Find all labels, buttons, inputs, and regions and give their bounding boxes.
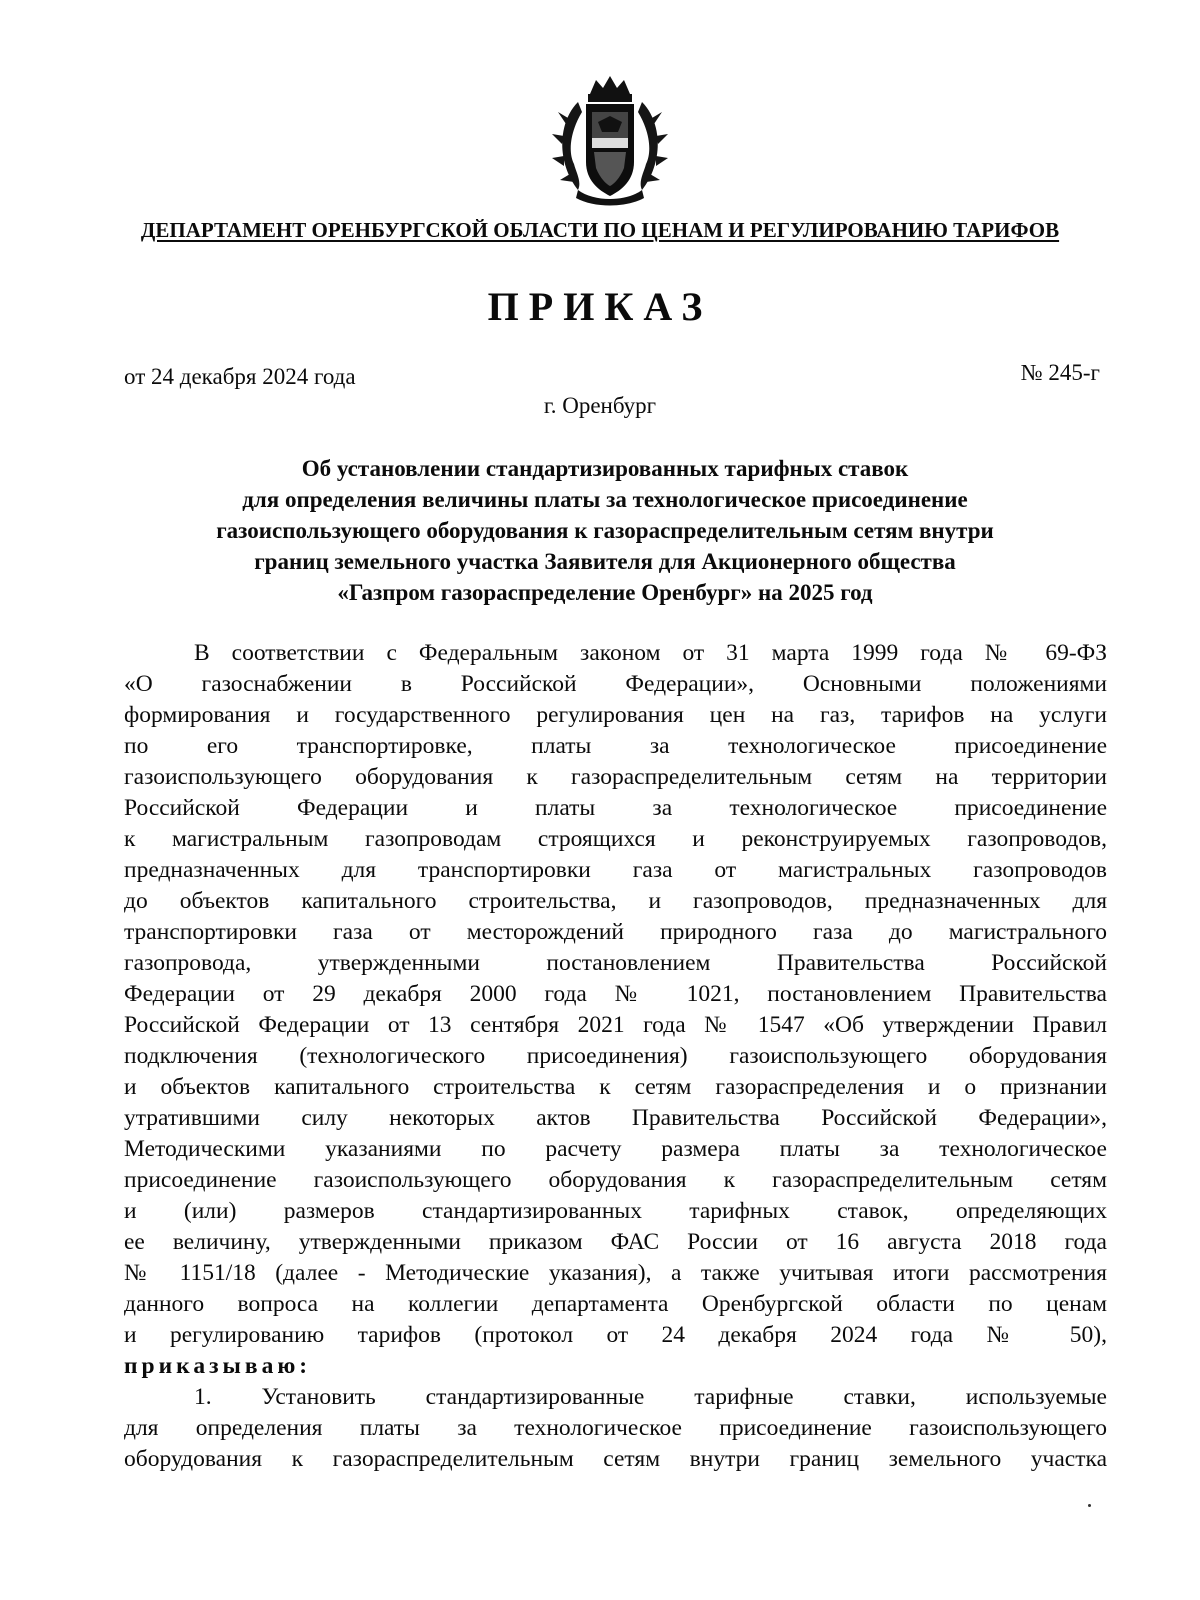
subject-line: «Газпром газораспределение Оренбург» на 2025 год bbox=[337, 580, 873, 605]
order-number: № 245-г bbox=[1020, 360, 1100, 385]
body-line: по его транспортировке, платы за технологическое присоединение bbox=[124, 733, 1107, 759]
body-line: к магистральным газопроводам строящихся и реконструируемых газопроводов, bbox=[124, 826, 1107, 852]
item1-line: 1. Установить стандартизированные тарифные ставки, используемые bbox=[194, 1384, 1107, 1410]
item1-line: для определения платы за технологическое присоединение газоиспользующего bbox=[124, 1415, 1107, 1441]
body-line: транспортировки газа от месторождений природного газа до магистрального bbox=[124, 919, 1107, 945]
department-name: ДЕПАРТАМЕНТ ОРЕНБУРГСКОЙ ОБЛАСТИ ПО ЦЕНАМ И РЕГУЛИРОВАНИЮ ТАРИФОВ bbox=[140, 218, 1060, 242]
order-date: от 24 декабря 2024 года bbox=[124, 364, 356, 389]
body-line: «О газоснабжении в Российской Федерации», Основными положениями bbox=[124, 671, 1107, 697]
body-line: и объектов капитального строительства к сетям газораспределения и о признании bbox=[124, 1074, 1107, 1100]
body-line: Российской Федерации от 13 сентября 2021 года № 1547 «Об утверждении Правил bbox=[124, 1012, 1107, 1038]
oblast-coat-of-arms-icon bbox=[548, 72, 672, 208]
body-line: Федерации от 29 декабря 2000 года № 1021, постановлением Правительства bbox=[124, 981, 1107, 1007]
scan-speck bbox=[1088, 1504, 1091, 1507]
body-line: подключения (технологического присоединения) газоиспользующего оборудования bbox=[124, 1043, 1107, 1069]
body-line: № 1151/18 (далее - Методические указания), а также учитывая итоги рассмотрения bbox=[124, 1260, 1107, 1286]
body-line: данного вопроса на коллегии департамента Оренбургской области по ценам bbox=[124, 1291, 1107, 1317]
body-line: формирования и государственного регулирования цен на газ, тарифов на услуги bbox=[124, 702, 1107, 728]
document-type-title: ПРИКАЗ bbox=[487, 284, 713, 329]
body-line: Методическими указаниями по расчету размера платы за технологическое bbox=[124, 1136, 1107, 1162]
subject-line: границ земельного участка Заявителя для Акционерного общества bbox=[254, 549, 956, 574]
body-line: предназначенных для транспортировки газа от магистральных газопроводов bbox=[124, 857, 1107, 883]
order-city: г. Оренбург bbox=[543, 393, 657, 418]
order-subject bbox=[120, 453, 1090, 608]
body-line: ее величину, утвержденными приказом ФАС России от 16 августа 2018 года bbox=[124, 1229, 1107, 1255]
prikazyvayu-text: приказываю: bbox=[124, 1353, 312, 1379]
subject-line: газоиспользующего оборудования к газораспределительным сетям внутри bbox=[216, 518, 994, 543]
subject-line: для определения величины платы за технологическое присоединение bbox=[242, 487, 968, 512]
prikazyvayu-word bbox=[124, 1351, 1107, 1382]
body-line: В соответствии с Федеральным законом от 31 марта 1999 года № 69-ФЗ bbox=[194, 640, 1107, 666]
body-line: и (или) размеров стандартизированных тарифных ставок, определяющих bbox=[124, 1198, 1107, 1224]
body-line: газопровода, утвержденными постановлением Правительства Российской bbox=[124, 950, 1107, 976]
item1-line: оборудования к газораспределительным сетям внутри границ земельного участка bbox=[124, 1446, 1107, 1472]
body-line: до объектов капитального строительства, и газопроводов, предназначенных для bbox=[124, 888, 1107, 914]
order-body bbox=[124, 638, 1107, 1475]
body-line: Российской Федерации и платы за технологическое присоединение bbox=[124, 795, 1107, 821]
body-line: присоединение газоиспользующего оборудования к газораспределительным сетям bbox=[124, 1167, 1107, 1193]
body-line: газоиспользующего оборудования к газораспределительным сетям на территории bbox=[124, 764, 1107, 790]
body-line: и регулированию тарифов (протокол от 24 декабря 2024 года № 50), bbox=[124, 1322, 1107, 1348]
subject-line: Об установлении стандартизированных тарифных ставок bbox=[301, 456, 909, 481]
body-line: утратившими силу некоторых актов Правительства Российской Федерации», bbox=[124, 1105, 1107, 1131]
